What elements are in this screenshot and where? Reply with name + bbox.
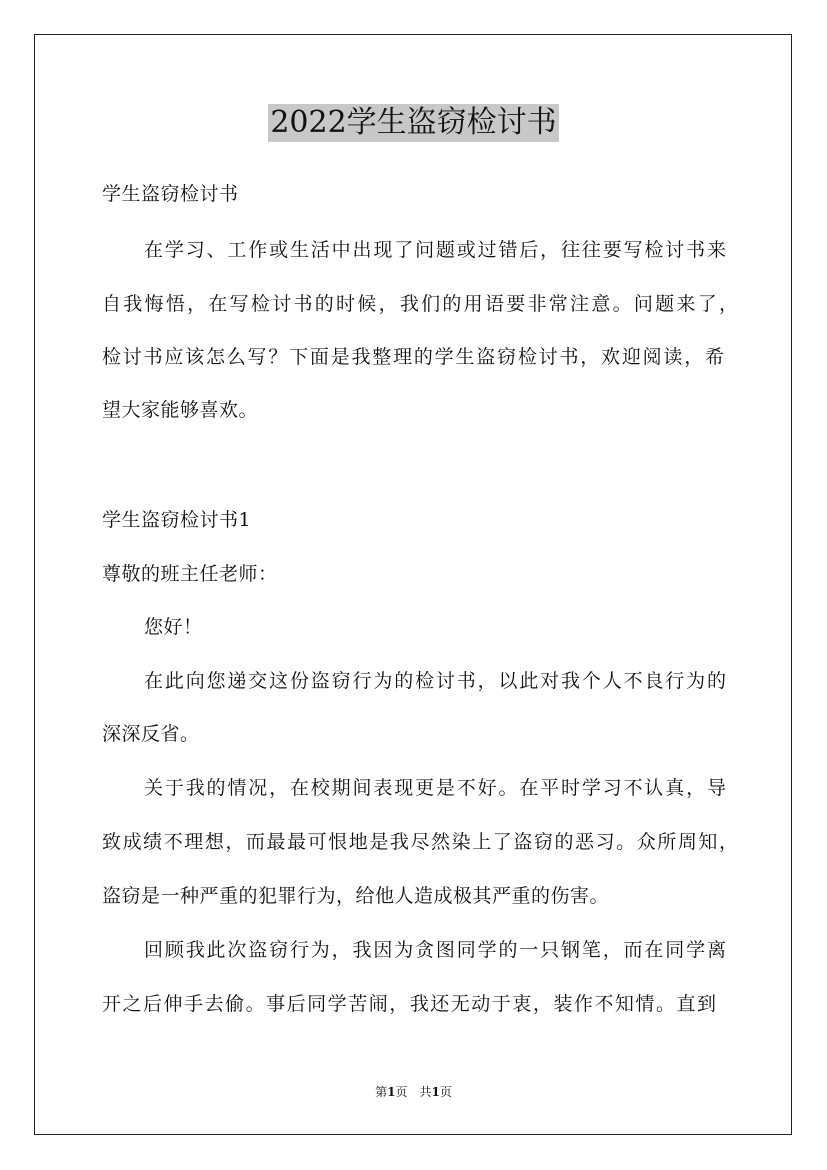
section-heading: 学生盗窃检讨书1	[102, 509, 252, 531]
paragraph-line: 回顾我此次盗窃行为，我因为贪图同学的一只钢笔，而在同学离	[144, 939, 726, 961]
paragraph-line: 开之后伸手去偷。事后同学苦闹，我还无动于衷，装作不知情。直到	[102, 993, 716, 1015]
title-wrap	[0, 104, 827, 142]
paragraph-line: 自我悔悟，在写检讨书的时候，我们的用语要非常注意。问题来了，	[102, 293, 738, 315]
document-title: 2022学生盗窃检讨书	[270, 105, 557, 140]
greeting: 您好！	[144, 616, 203, 638]
footer-page-total: 1	[431, 1085, 440, 1099]
paragraph-line: 在学习、工作或生活中出现了问题或过错后，往往要写检讨书来	[144, 239, 726, 261]
paragraph-line: 在此向您递交这份盗窃行为的检讨书，以此对我个人不良行为的	[144, 670, 726, 692]
salutation: 尊敬的班主任老师：	[102, 563, 278, 585]
page-footer	[0, 1084, 827, 1100]
footer-page-number: 1	[387, 1085, 396, 1099]
footer-suffix: 页	[439, 1085, 452, 1099]
paragraph-line: 致成绩不理想，而最最可恨地是我尽然染上了盗窃的恶习。众所周知，	[102, 831, 738, 853]
paragraph-line: 关于我的情况，在校期间表现更是不好。在平时学习不认真，导	[144, 777, 726, 799]
paragraph-line: 检讨书应该怎么写？下面是我整理的学生盗窃检讨书，欢迎阅读，希	[102, 346, 724, 368]
paragraph-line: 盗窃是一种严重的犯罪行为，给他人造成极其严重的伤害。	[102, 885, 610, 907]
paragraph-line: 望大家能够喜欢。	[102, 399, 259, 421]
paragraph-line: 深深反省。	[102, 723, 200, 745]
section-heading: 学生盗窃检讨书	[102, 183, 239, 205]
footer-prefix: 第	[375, 1085, 388, 1099]
footer-mid: 页 共	[395, 1085, 432, 1099]
